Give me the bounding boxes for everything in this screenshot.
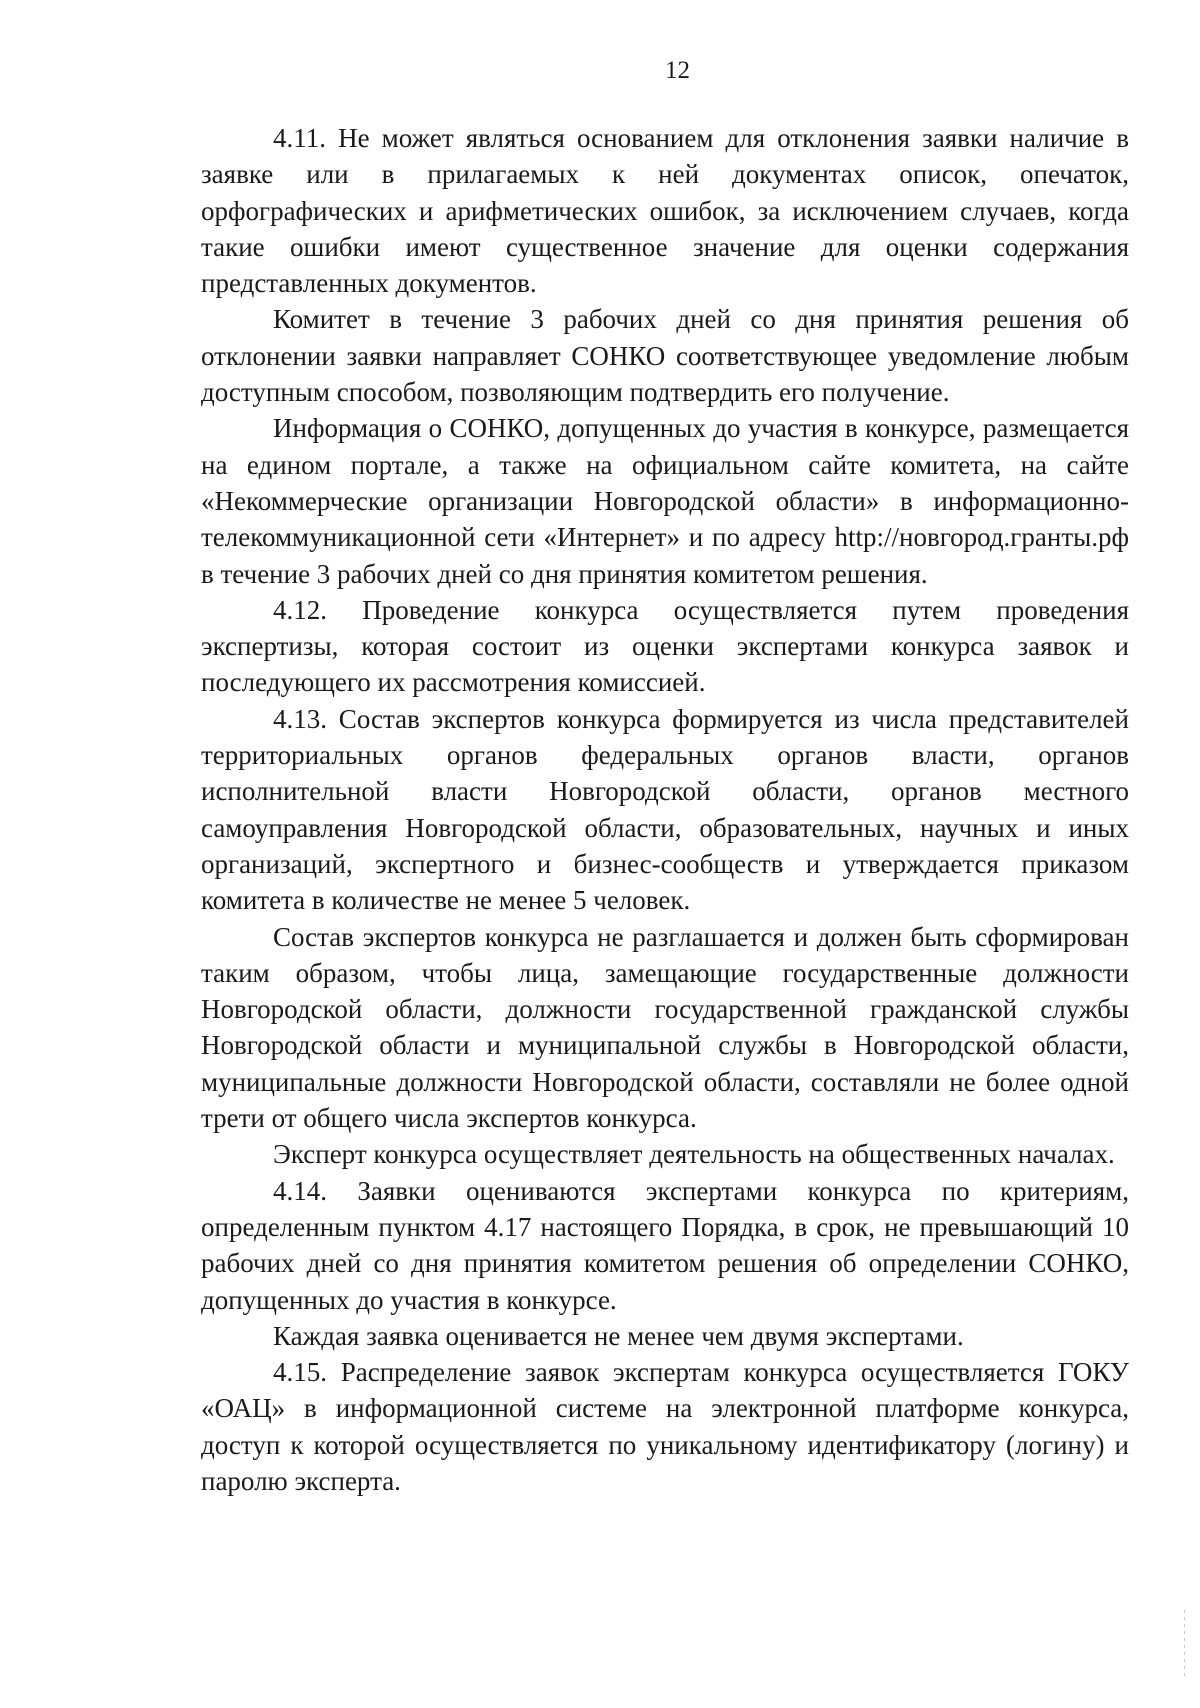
paragraph-4-13: 4.13. Состав экспертов конкурса формируется из числа представителей территориальных органов федеральных органов власти, органов исполнительной власти Новгородской области, органов местного самоуправления Новгородской области, образовательных, научных и иных организаций, экспертного и бизнес-сообществ и утверждается приказом комитета в количестве не менее 5 человек. — [201, 703, 1129, 916]
paragraph-4-15: 4.15. Распределение заявок экспертам конкурса осуществляется ГОКУ «ОАЦ» в информационной системе на электронной платформе конкурса, доступ к которой осуществляется по уникальному идентификатору (логину) и паролю эксперта. — [201, 1357, 1129, 1496]
document-body — [201, 120, 1129, 1499]
paragraph-admitted-info: Информация о СОНКО, допущенных до участия в конкурсе, размещается на едином портале, а также на официальном сайте комитета, на сайте «Некоммерческие организации Новгородской области» в информационно-телекоммуникационной сети «Интернет» и по адресу http://новгород.гранты.рф в течение 3 рабочих дней со дня принятия комитетом решения. — [201, 413, 1129, 589]
paragraph-expert-voluntary: Эксперт конкурса осуществляет деятельность на общественных началах. — [273, 1139, 1115, 1170]
paragraph-4-12: 4.12. Проведение конкурса осуществляется путем проведения экспертизы, которая состоит из оценки экспертами конкурса заявок и последующего их рассмотрения комиссией. — [201, 594, 1129, 698]
scan-edge-mark — [1184, 1610, 1185, 1680]
paragraph-rejection-notice: Комитет в течение 3 рабочих дней со дня принятия решения об отклонении заявки направляет СОНКО соответствующее уведомление любым доступным способом, позволяющим подтвердить его получение. — [201, 304, 1129, 408]
paragraph-two-experts: Каждая заявка оценивается не менее чем двумя экспертами. — [273, 1320, 964, 1351]
paragraph-experts-composition: Состав экспертов конкурса не разглашается и должен быть сформирован таким образом, чтобы лица, замещающие государственные должности Новгородской области, должности государственной гражданской службы Новгородской области и муниципальной службы в Новгородской области, муниципальные должности Новгородской области, составляли не более одной трети от общего числа экспертов конкурса. — [201, 921, 1129, 1134]
paragraph-4-14: 4.14. Заявки оцениваются экспертами конкурса по критериям, определенным пунктом 4.17 настоящего Порядка, в срок, не превышающий 10 рабочих дней со дня принятия комитетом решения об определении СОНКО, допущенных до участия в конкурсе. — [201, 1175, 1129, 1315]
paragraph-4-11: 4.11. Не может являться основанием для отклонения заявки наличие в заявке или в прилагаемых к ней документах описок, опечаток, орфографических и арифметических ошибок, за исключением случаев, когда такие ошибки имеют существенное значение для оценки содержания представленных документов. — [201, 123, 1129, 299]
page-number: 12 — [665, 57, 690, 84]
